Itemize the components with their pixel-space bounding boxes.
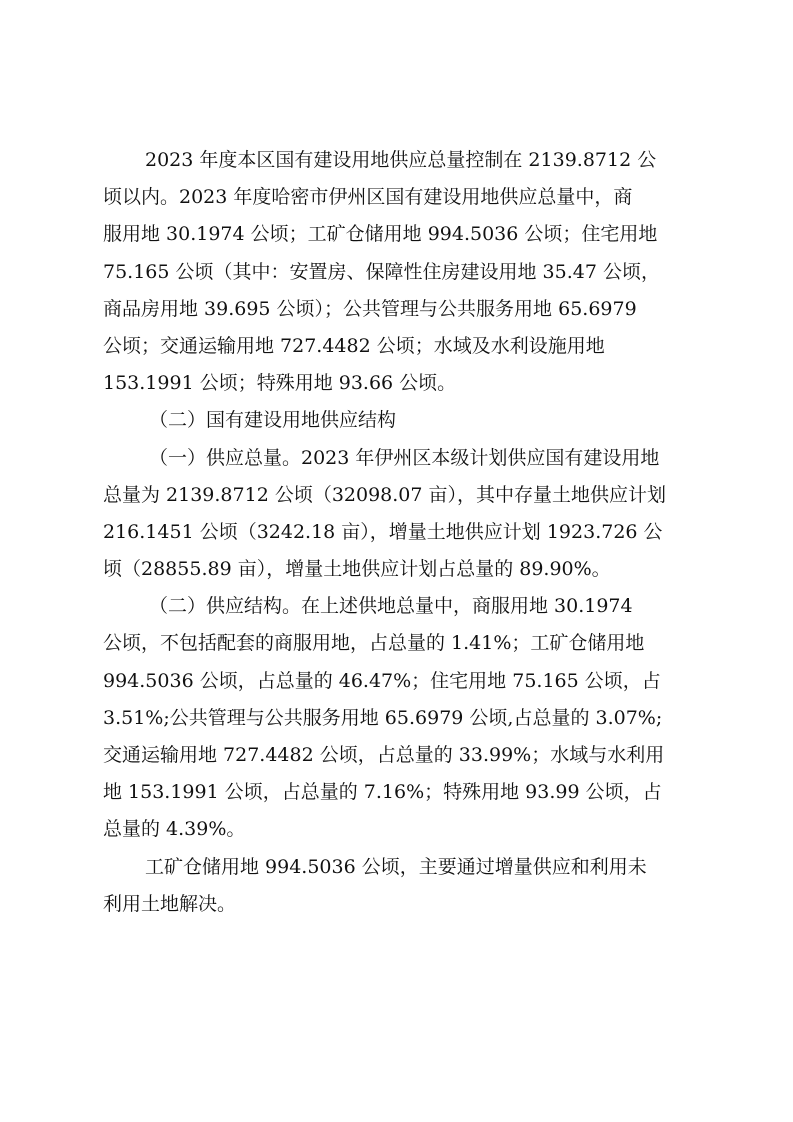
paragraph-industrial-land — [103, 849, 693, 923]
text-line: 交通运输用地 727.4482 公顷，占总量的 33.99%；水域与水利用 — [103, 744, 665, 766]
text-line: （二）供应结构。在上述供地总量中，商服用地 30.1974 — [149, 595, 633, 618]
text-line: 工矿仓储用地 994.5036 公顷，主要通过增量供应和利用未 — [145, 855, 647, 878]
text-line: 2023 年度本区国有建设用地供应总量控制在 2139.8712 公 — [145, 149, 657, 171]
text-line: 153.1991 公顷；特殊用地 93.66 公顷。 — [103, 372, 457, 395]
text-line: 216.1451 公顷（3242.18 亩），增量土地供应计划 1923.726 公 — [103, 520, 663, 543]
text-line: 公顷；交通运输用地 727.4482 公顷；水域及水利设施用地 — [103, 334, 605, 357]
text-line: 公顷，不包括配套的商服用地，占总量的 1.41%；工矿仓储用地 — [103, 632, 645, 655]
text-line: 顷（28855.89 亩），增量土地供应计划占总量的 89.90%。 — [103, 558, 611, 581]
section-heading-supply-structure — [103, 402, 693, 439]
text-line: 服用地 30.1974 公顷；工矿仓储用地 994.5036 公顷；住宅用地 — [103, 223, 658, 246]
heading-line: （二）国有建设用地供应结构 — [149, 409, 397, 432]
text-line: 3.51%;公共管理与公共服务用地 65.6979 公顷,占总量的 3.07%; — [103, 706, 663, 729]
text-line: 商品房用地 39.695 公顷）；公共管理与公共服务用地 65.6979 — [103, 297, 637, 320]
paragraph-total-supply — [103, 440, 693, 589]
text-line: 利用土地解决。 — [103, 892, 237, 915]
text-line: 994.5036 公顷，占总量的 46.47%；住宅用地 75.165 公顷，占 — [103, 669, 661, 692]
text-line: 总量为 2139.8712 公顷（32098.07 亩），其中存量土地供应计划 — [103, 483, 667, 506]
paragraph-land-supply-control — [103, 142, 693, 402]
text-line: 75.165 公顷（其中：安置房、保障性住房建设用地 35.47 公顷， — [103, 260, 660, 283]
paragraph-supply-structure — [103, 588, 693, 848]
document-body — [103, 142, 693, 923]
text-line: 地 153.1991 公顷，占总量的 7.16%；特殊用地 93.99 公顷，占 — [103, 781, 662, 804]
text-line: 总量的 4.39%。 — [103, 818, 246, 841]
text-line: （一）供应总量。2023 年伊州区本级计划供应国有建设用地 — [149, 446, 660, 469]
text-line: 顷以内。2023 年度哈密市伊州区国有建设用地供应总量中，商 — [103, 186, 633, 209]
